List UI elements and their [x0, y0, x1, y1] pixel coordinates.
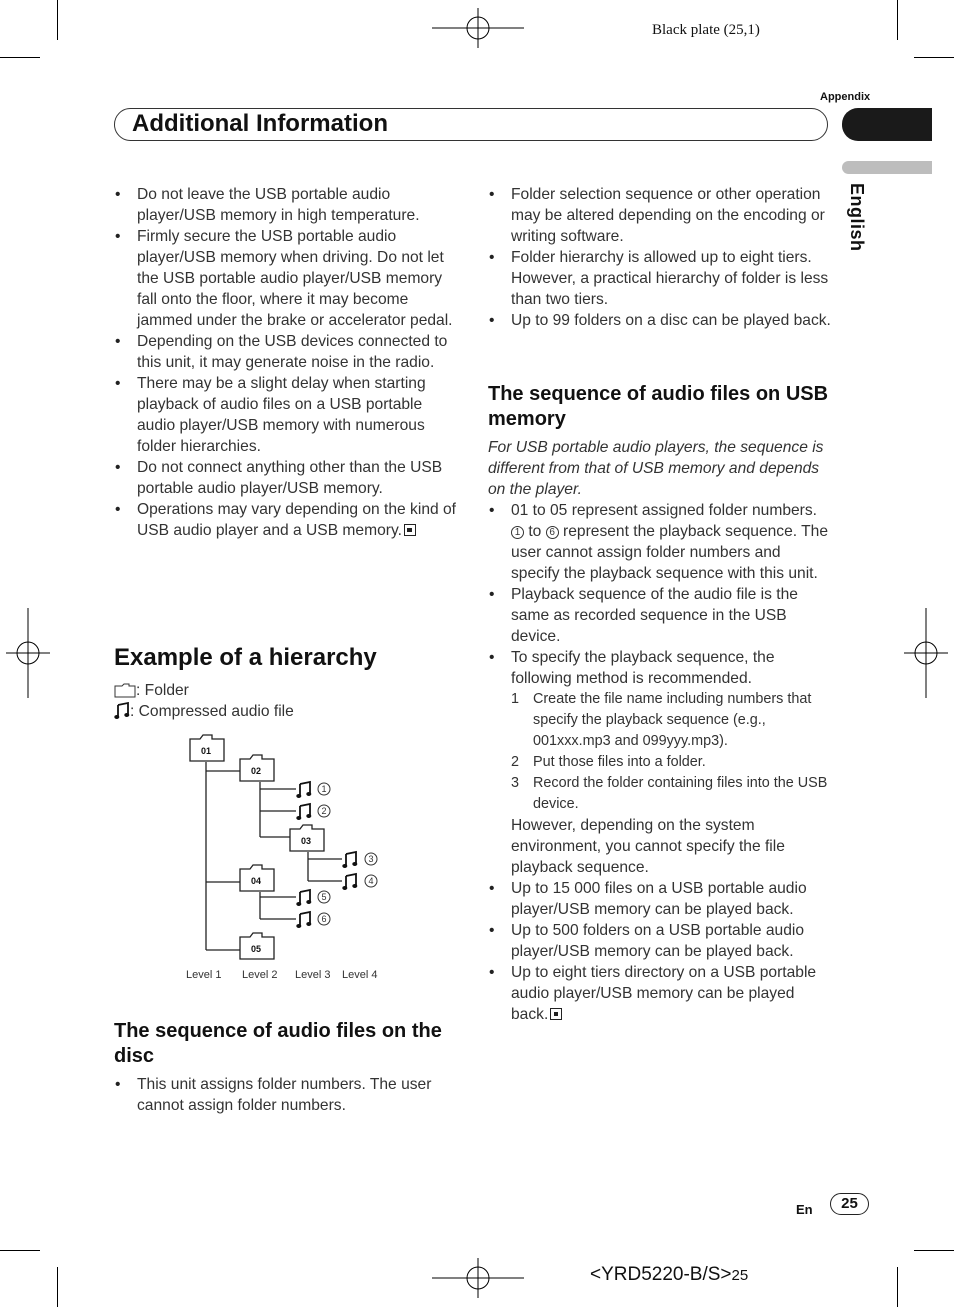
usb-sequence-body — [488, 437, 833, 1025]
music-note-icon — [296, 890, 311, 906]
hierarchy-heading: Example of a hierarchy — [114, 644, 377, 671]
step-item — [511, 773, 833, 815]
crop-mark — [57, 1267, 58, 1307]
level-label: Level 1 — [186, 969, 222, 981]
folder-icon — [114, 682, 136, 698]
usb-limits-list — [488, 878, 833, 1025]
folder-number: 03 — [301, 836, 312, 846]
list-item: • Folder selection sequence or other operation may be altered depending on the encoding or writing software. — [488, 184, 833, 247]
model-label: <YRD5220-B/S> — [590, 1264, 732, 1285]
folder-number: 04 — [251, 876, 262, 886]
crop-mark — [57, 0, 58, 40]
usb-sequence-heading: The sequence of audio files on USB memory — [488, 383, 829, 430]
level-label: Level 2 — [242, 969, 278, 981]
list-item: • Depending on the USB devices connected to this unit, it may generate noise in the radio. — [114, 331, 459, 373]
music-note-icon — [342, 852, 357, 868]
list-item-text: Up to eight tiers directory on a USB portable audio player/USB memory can be played back. — [511, 964, 817, 1023]
level-label: Level 4 — [342, 969, 378, 981]
usb-sequence-list — [488, 500, 833, 689]
crop-mark — [914, 1250, 954, 1251]
legend-file-label: : Compressed audio file — [130, 703, 294, 720]
right-column — [488, 184, 833, 331]
music-note-icon — [342, 874, 357, 890]
steps-list — [488, 689, 833, 815]
end-mark-icon — [404, 524, 416, 536]
crop-mark — [0, 57, 40, 58]
step-text: Create the file name including numbers that specify the playback sequence (e.g., 001xxx.mp3 and 099yyy.mp3). — [533, 691, 812, 749]
step-number: 2 — [511, 754, 520, 770]
end-mark-icon — [550, 1008, 562, 1020]
level-label: Level 3 — [295, 969, 331, 981]
caution-list — [114, 184, 459, 541]
list-item: • Folder hierarchy is allowed up to eight tiers. However, a practical hierarchy of folder is less than two tiers. — [488, 247, 833, 310]
legend-folder — [114, 680, 189, 701]
registration-mark-icon — [432, 8, 524, 48]
crop-mark — [897, 1267, 898, 1307]
list-item-text: 01 to 05 represent assigned folder numbers. — [511, 502, 817, 519]
language-label: English — [847, 183, 867, 252]
left-column — [114, 184, 459, 541]
list-item: • Playback sequence of the audio file is the same as recorded sequence in the USB device. — [488, 584, 833, 647]
list-item: • This unit assigns folder numbers. The user cannot assign folder numbers. — [114, 1074, 459, 1116]
disc-sequence-list — [114, 1074, 459, 1116]
circled-number: 6 — [546, 526, 559, 539]
list-item-text: represent the playback sequence. The user cannot assign folder numbers and specify the playback sequence with this unit. — [511, 523, 829, 582]
disc-sequence-body — [114, 1074, 459, 1116]
list-item — [488, 962, 833, 1025]
file-number: 6 — [321, 914, 327, 924]
registration-mark-icon — [904, 608, 948, 698]
list-item: • Up to 500 folders on a USB portable audio player/USB memory can be played back. — [488, 920, 833, 962]
disc-sequence-heading: The sequence of audio files on the disc — [114, 1020, 442, 1067]
appendix-label: Appendix — [820, 91, 871, 103]
step-item — [511, 689, 833, 752]
step-item — [511, 752, 833, 773]
list-item — [488, 647, 833, 689]
list-item: • Up to 15 000 files on a USB portable audio player/USB memory can be played back. — [488, 878, 833, 920]
file-number: 2 — [321, 806, 327, 816]
list-item: • Do not connect anything other than the USB portable audio player/USB memory. — [114, 457, 459, 499]
usb-note: However, depending on the system environment, you cannot specify the file playback sequence. — [511, 817, 785, 876]
list-item: • Up to 99 folders on a disc can be played back. — [488, 310, 833, 331]
folder-number: 02 — [251, 766, 262, 776]
crop-mark — [897, 0, 898, 40]
list-item-text: to — [528, 523, 542, 540]
list-item: • There may be a slight delay when starting playback of audio files on a USB portable audio player/USB memory with numerous folder hierarchies. — [114, 373, 459, 457]
list-item: • Do not leave the USB portable audio player/USB memory in high temperature. — [114, 184, 459, 226]
music-note-icon — [296, 782, 311, 798]
file-number: 4 — [368, 876, 374, 886]
section-title: Additional Information — [132, 110, 388, 137]
step-text: Record the folder containing files into the USB device. — [533, 775, 828, 812]
list-item: • Firmly secure the USB portable audio player/USB memory when driving. Do not let the USB portable audio player/USB memory fall onto the floor, where it may become jammed under the brake or accelerator pedal. — [114, 226, 459, 331]
language-tab — [842, 161, 932, 174]
page-number: 25 — [830, 1193, 869, 1215]
model-code — [590, 1264, 748, 1286]
legend-folder-label: : Folder — [136, 682, 189, 699]
model-page: 25 — [731, 1267, 749, 1284]
legend-file — [114, 701, 294, 722]
list-item-text: Operations may vary depending on the kind of USB audio player and a USB memory. — [137, 501, 457, 539]
step-text: Put those files into a folder. — [533, 754, 706, 770]
crop-mark — [0, 1250, 40, 1251]
circled-number: 1 — [511, 526, 524, 539]
registration-mark-icon — [6, 608, 50, 698]
folder-number: 05 — [251, 944, 262, 954]
section-tab — [842, 108, 932, 141]
step-number: 1 — [511, 691, 520, 707]
file-number: 3 — [368, 854, 374, 864]
list-item-text: To specify the playback sequence, the following method is recommended. — [511, 649, 775, 687]
disc-notes-list — [488, 184, 833, 331]
music-note-icon — [296, 804, 311, 820]
music-note-icon — [114, 702, 130, 720]
list-item — [114, 499, 459, 541]
usb-intro: For USB portable audio players, the sequence is different from that of USB memory and depends on the player. — [488, 439, 824, 498]
file-number: 1 — [321, 784, 327, 794]
crop-mark — [914, 57, 954, 58]
file-number: 5 — [321, 892, 327, 902]
folder-number: 01 — [201, 746, 212, 756]
step-number: 3 — [511, 775, 520, 791]
plate-label: Black plate (25,1) — [652, 22, 760, 38]
hierarchy-diagram — [180, 730, 400, 990]
registration-mark-icon — [432, 1258, 524, 1298]
language-code: En — [796, 1202, 813, 1217]
music-note-icon — [296, 912, 311, 928]
list-item — [488, 500, 833, 584]
